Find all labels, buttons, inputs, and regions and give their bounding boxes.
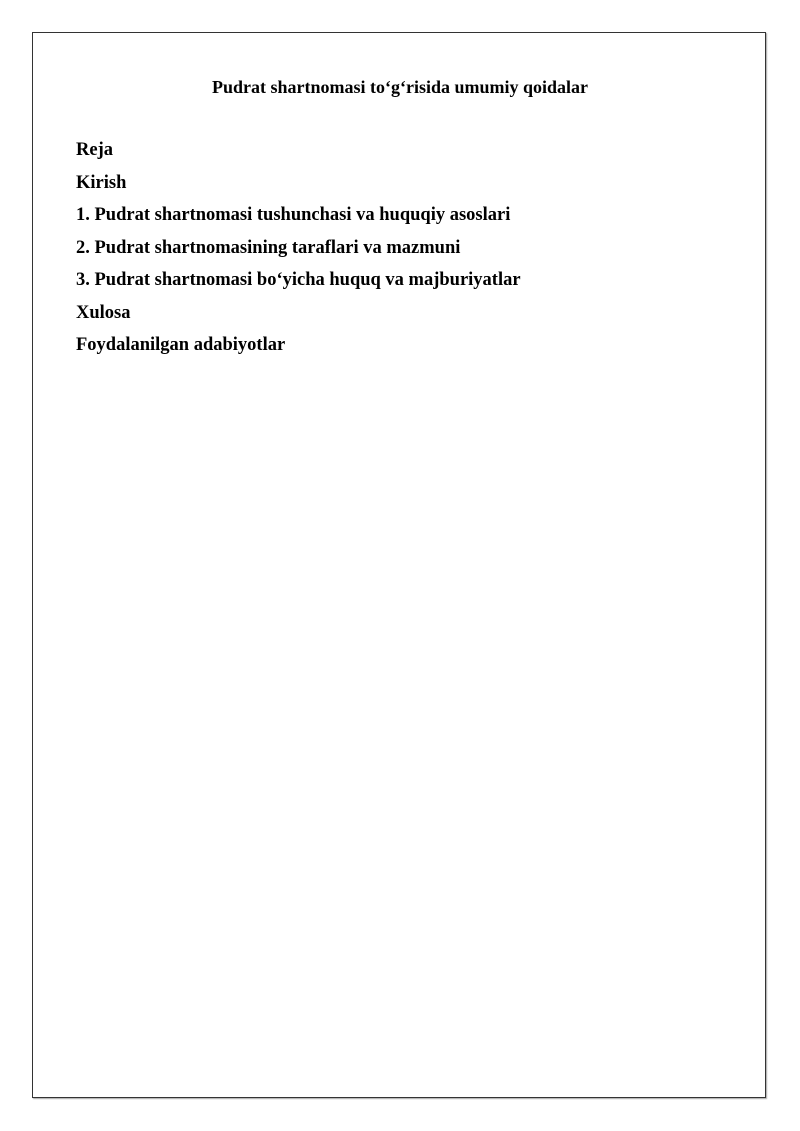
plan-item-section-1: 1. Pudrat shartnomasi tushunchasi va huquqiy asoslari bbox=[76, 205, 511, 225]
plan-item-conclusion: Xulosa bbox=[76, 302, 131, 323]
plan-heading: Reja bbox=[76, 140, 113, 160]
plan-item-section-2: 2. Pudrat shartnomasining taraflari va mazmuni bbox=[76, 237, 461, 258]
plan-item-introduction: Kirish bbox=[76, 172, 127, 193]
plan-list bbox=[76, 139, 521, 367]
plan-item-section-3: 3. Pudrat shartnomasi bo‘yicha huquq va majburiyatlar bbox=[76, 270, 521, 290]
plan-item-references: Foydalanilgan adabiyotlar bbox=[76, 335, 286, 355]
document-title: Pudrat shartnomasi to‘g‘risida umumiy qoidalar bbox=[211, 77, 589, 97]
